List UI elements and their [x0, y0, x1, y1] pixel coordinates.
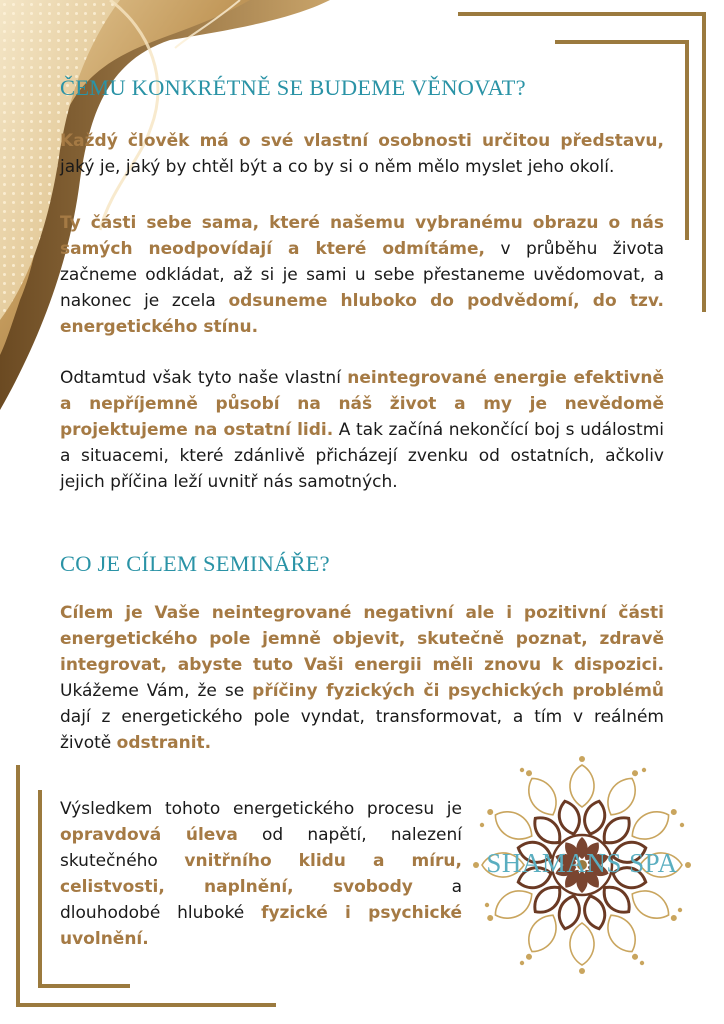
section2-paragraph-2: Výsledkem tohoto energetického procesu je opravdová úleva od napětí, nalezení skutečného vnitřního klidu a míru, celistvosti, naplnění, svobody a dlouhodobé hluboké fyzické i psychické uvolnění. [60, 799, 463, 949]
frame-bottom-left-inner-horizontal [38, 984, 130, 988]
frame-bottom-left-vertical [16, 765, 20, 1007]
section1-paragraph-2: Ty části sebe sama, které našemu vybranému obrazu o nás samých neodpovídají a které odmítáme, v průběhu života začneme odkládat, až si je sami u sebe přestaneme uvědomovat, a nakonec je zcela odsuneme hluboko do podvědomí, do tzv. energetického stínu. [60, 213, 664, 337]
section1-paragraph-1: Každý člověk má o své vlastní osobnosti určitou představu, jaký je, jaký by chtěl být a co by si o něm mělo myslet jeho okolí. [60, 131, 664, 177]
frame-bottom-left-horizontal [16, 1003, 276, 1007]
logo-text: SHAMANS SPA [486, 848, 678, 878]
section1-paragraph-3: Odtamtud však tyto naše vlastní neintegrované energie efektivně a nepříjemně působí na náš život a my je nevědomě projektujeme na ostatní lidi. A tak začíná nekončící boj s událostmi a situacemi, které zdánlivě přicházejí zvenku od ostatních, ačkoliv jejich příčina leží uvnitř nás samotných. [60, 368, 664, 492]
section2-title: CO JE CÍLEM SEMINÁŘE? [60, 551, 330, 576]
frame-top-right-horizontal [458, 12, 706, 16]
frame-top-right-inner-vertical [685, 40, 689, 240]
section2-paragraph-1: Cílem je Vaše neintegrované negativní ale i pozitivní části energetického pole jemně objevit, skutečně poznat, zdravě integrovat, abyste tuto Vaši energii měli znovu k dispozici. Ukážeme Vám, že se příčiny fyzických či psychických problémů dají z energetického pole vyndat, transformovat, a tím v reálném životě odstranit. [60, 603, 665, 753]
frame-top-right-vertical [702, 12, 706, 312]
frame-bottom-left-inner-vertical [38, 790, 42, 988]
section1-title: ČEMU KONKRÉTNĚ SE BUDEME VĚNOVAT? [60, 75, 526, 100]
frame-top-right-inner-horizontal [555, 40, 689, 44]
